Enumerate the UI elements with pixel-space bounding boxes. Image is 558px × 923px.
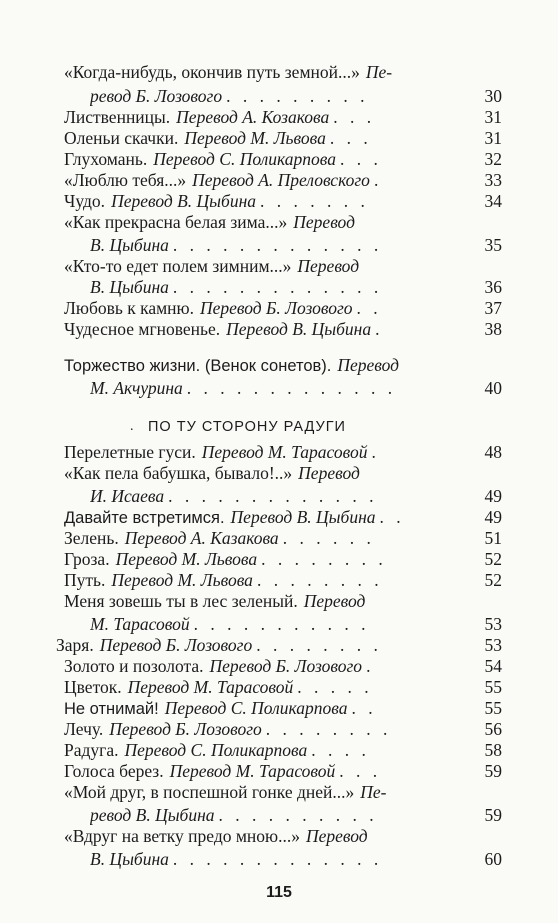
toc-entry: Заря. Перевод Б. Лозового . . . . . . . .	[56, 635, 382, 655]
toc-entry: В. Цыбина . . . . . . . . . . . . .	[90, 235, 383, 255]
toc-entry: И. Исаева . . . . . . . . . . . . .	[90, 486, 378, 506]
page-ref: 33	[484, 170, 502, 190]
toc-entry: «Как прекрасна белая зима...» Перевод	[64, 212, 355, 232]
toc-entry: ревод В. Цыбина . . . . . . . . . .	[90, 805, 378, 825]
section-heading: ПО ТУ СТОРОНУ РАДУГИ	[148, 419, 346, 435]
page-ref: 35	[484, 235, 502, 255]
toc-entry: Торжество жизни. (Венок сонетов). Перевод	[64, 355, 400, 375]
toc-entry: Чудо. Перевод В. Цыбина . . . . . . .	[64, 191, 369, 211]
page-ref: 55	[484, 698, 502, 718]
page-ref: 53	[484, 614, 502, 634]
page-ref: 31	[484, 128, 502, 148]
toc-entry: Радуга. Перевод С. Поликарпова . . . .	[64, 740, 370, 760]
toc-entry: Глухомань. Перевод С. Поликарпова . . .	[64, 149, 382, 169]
page-ref: 48	[484, 442, 502, 462]
page-ref: 36	[484, 277, 502, 297]
toc-entry: В. Цыбина . . . . . . . . . . . . .	[90, 849, 383, 869]
page-ref: 40	[484, 378, 502, 398]
page-ref: 52	[484, 549, 502, 569]
toc-entry: Путь. Перевод М. Львова . . . . . . . .	[64, 570, 383, 590]
toc-entry: «Люблю тебя...» Перевод А. Преловского .	[64, 170, 383, 190]
heading-dot: .	[130, 419, 134, 434]
page-ref: 30	[484, 86, 502, 106]
toc-entry: Голоса берез. Перевод М. Тарасовой . . .	[64, 761, 382, 781]
page-ref: 31	[484, 107, 502, 127]
page-ref: 56	[484, 719, 502, 739]
page-ref: 49	[484, 486, 502, 506]
page-ref: 32	[484, 149, 502, 169]
page-ref: 59	[484, 805, 502, 825]
page-ref: 54	[484, 656, 502, 676]
page-ref: 59	[484, 761, 502, 781]
page-ref: 38	[484, 319, 502, 339]
toc-entry: М. Акчурина . . . . . . . . . . . . .	[90, 378, 397, 398]
page-ref: 53	[484, 635, 502, 655]
page-ref: 55	[484, 677, 502, 697]
toc-entry: «Мой друг, в поспешной гонке дней...» Пе-	[64, 782, 387, 802]
toc-entry: Чудесное мгновенье. Перевод В. Цыбина .	[64, 319, 384, 339]
page-ref: 37	[484, 298, 502, 318]
toc-entry: Перелетные гуси. Перевод М. Тарасовой .	[64, 442, 380, 462]
toc-entry: Меня зовешь ты в лес зеленый. Перевод	[64, 591, 366, 611]
toc-entry: Лечу. Перевод Б. Лозового . . . . . . . .	[64, 719, 392, 739]
page-ref: 49	[484, 507, 502, 527]
page-ref: 34	[484, 191, 502, 211]
toc-entry: Не отнимай! Перевод С. Поликарпова . .	[64, 698, 377, 718]
page-number: 115	[266, 884, 292, 901]
toc-entry: Зелень. Перевод А. Казакова . . . . . .	[64, 528, 375, 548]
toc-entry: «Когда-нибудь, окончив путь земной...» Пе-	[64, 62, 393, 82]
toc-entry: Любовь к камню. Перевод Б. Лозового . .	[64, 298, 382, 318]
toc-entry: «Кто-то едет полем зимним...» Перевод	[64, 256, 360, 276]
page-ref: 52	[484, 570, 502, 590]
toc-entry: Оленьи скачки. Перевод М. Львова . . .	[64, 128, 372, 148]
toc-entry: ревод Б. Лозового . . . . . . . . .	[90, 86, 369, 106]
page-ref: 60	[484, 849, 502, 869]
toc-entry: В. Цыбина . . . . . . . . . . . . .	[90, 277, 383, 297]
toc-entry: «Как пела бабушка, бывало!..» Перевод	[64, 463, 360, 483]
page-ref: 58	[484, 740, 502, 760]
toc-entry: Лиственницы. Перевод А. Козакова . . .	[64, 107, 376, 127]
toc-entry: «Вдруг на ветку предо мною...» Перевод	[64, 826, 368, 846]
toc-entry: Гроза. Перевод М. Львова . . . . . . . .	[64, 549, 387, 569]
page-ref: 51	[484, 528, 502, 548]
toc-entry: Давайте встретимся. Перевод В. Цыбина . .	[64, 507, 405, 527]
toc-entry: М. Тарасовой . . . . . . . . . . .	[90, 614, 370, 634]
toc-entry: Золото и позолота. Перевод Б. Лозового .	[64, 656, 375, 676]
toc-entry: Цветок. Перевод М. Тарасовой . . . . .	[64, 677, 373, 697]
